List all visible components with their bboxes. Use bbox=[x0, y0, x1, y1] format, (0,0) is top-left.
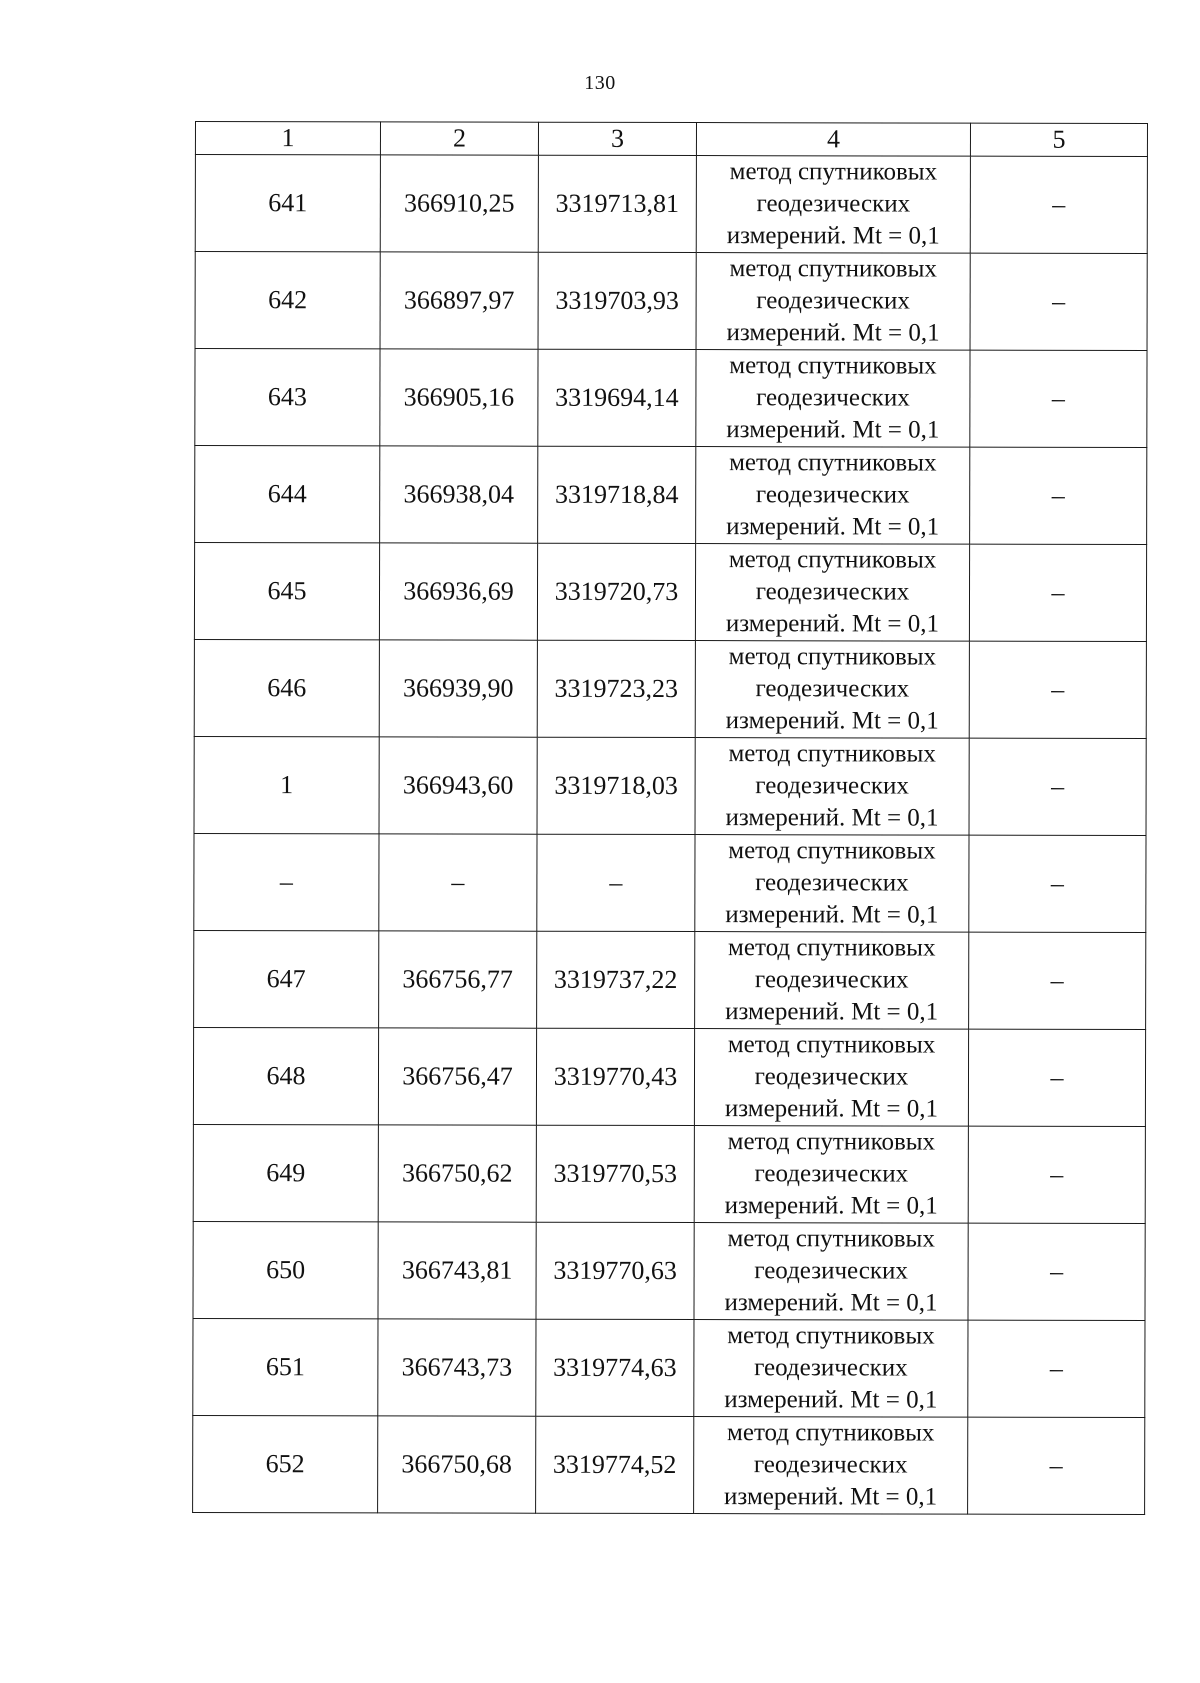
method-line: геодезических bbox=[756, 287, 910, 315]
cell-point-number: 641 bbox=[195, 155, 380, 252]
cell-point-number: 648 bbox=[193, 1027, 378, 1124]
method-line: метод спутниковых bbox=[728, 837, 936, 865]
cell-x-coordinate: 366938,04 bbox=[380, 446, 538, 543]
method-line: геодезических bbox=[755, 869, 909, 897]
cell-y-coordinate: 3319720,73 bbox=[537, 543, 695, 640]
method-line: измерений. Mt = 0,1 bbox=[725, 900, 939, 929]
method-line: метод спутниковых bbox=[729, 449, 937, 477]
cell-point-number: 645 bbox=[194, 543, 379, 640]
method-line: измерений. Mt = 0,1 bbox=[725, 706, 939, 735]
method-line: измерений. Mt = 0,1 bbox=[724, 1482, 938, 1511]
table-row bbox=[193, 1221, 1145, 1320]
cell-x-coordinate: 366897,97 bbox=[380, 252, 538, 349]
cell-x-coordinate: 366743,81 bbox=[378, 1222, 536, 1319]
cell-point-number: 649 bbox=[193, 1124, 378, 1221]
cell-col5: – bbox=[968, 1029, 1145, 1126]
method-line: измерений. Mt = 0,1 bbox=[724, 1288, 938, 1317]
cell-col5: – bbox=[968, 1126, 1145, 1223]
method-line: метод спутниковых bbox=[727, 1419, 935, 1447]
method-line: геодезических bbox=[755, 578, 910, 606]
method-line: метод спутниковых bbox=[728, 740, 936, 768]
cell-method bbox=[696, 253, 970, 351]
cell-col5: – bbox=[970, 350, 1147, 447]
header-row bbox=[195, 122, 1147, 157]
method-line: метод спутниковых bbox=[729, 255, 937, 283]
method-line: метод спутниковых bbox=[728, 934, 936, 962]
cell-method bbox=[695, 835, 969, 933]
cell-col5: – bbox=[970, 253, 1147, 350]
cell-col5: – bbox=[968, 1223, 1145, 1320]
header-col-4: 4 bbox=[696, 123, 970, 157]
table-row bbox=[193, 1124, 1145, 1223]
method-line: геодезических bbox=[756, 384, 910, 412]
cell-point-number: 647 bbox=[194, 930, 379, 1027]
cell-y-coordinate: 3319770,43 bbox=[536, 1028, 694, 1125]
method-line: измерений. Mt = 0,1 bbox=[725, 609, 940, 638]
method-line: метод спутниковых bbox=[727, 1322, 935, 1350]
method-line: геодезических bbox=[754, 1257, 908, 1285]
cell-x-coordinate: 366756,47 bbox=[378, 1028, 536, 1125]
cell-point-number: 646 bbox=[194, 639, 379, 736]
cell-x-coordinate: 366943,60 bbox=[379, 737, 537, 834]
coordinates-table bbox=[192, 121, 1148, 1515]
cell-method bbox=[695, 738, 969, 836]
cell-y-coordinate: 3319770,53 bbox=[536, 1125, 694, 1222]
cell-x-coordinate: 366743,73 bbox=[378, 1319, 536, 1416]
table-row bbox=[195, 252, 1147, 351]
cell-col5: – bbox=[969, 835, 1146, 932]
cell-x-coordinate: 366939,90 bbox=[379, 640, 537, 737]
method-line: геодезических bbox=[755, 481, 910, 509]
cell-point-number: 650 bbox=[193, 1221, 378, 1318]
method-line: геодезических bbox=[755, 675, 910, 703]
cell-y-coordinate: – bbox=[537, 834, 695, 931]
cell-y-coordinate: 3319703,93 bbox=[538, 252, 696, 349]
table-row bbox=[193, 1027, 1145, 1126]
method-line: метод спутниковых bbox=[728, 546, 937, 574]
cell-point-number: 652 bbox=[193, 1415, 378, 1512]
cell-col5: – bbox=[969, 932, 1146, 1029]
cell-y-coordinate: 3319713,81 bbox=[538, 155, 696, 252]
cell-x-coordinate: – bbox=[379, 834, 537, 931]
header-col-5: 5 bbox=[970, 123, 1147, 156]
method-line: измерений. Mt = 0,1 bbox=[725, 803, 939, 832]
cell-method bbox=[695, 641, 969, 739]
cell-col5: – bbox=[970, 447, 1147, 544]
header-col-2: 2 bbox=[380, 122, 538, 155]
table-row bbox=[195, 446, 1147, 545]
method-line: измерений. Mt = 0,1 bbox=[726, 512, 940, 541]
cell-y-coordinate: 3319718,84 bbox=[538, 446, 696, 543]
cell-y-coordinate: 3319774,63 bbox=[536, 1319, 694, 1416]
cell-method bbox=[696, 156, 970, 254]
table-row bbox=[193, 1318, 1145, 1417]
cell-y-coordinate: 3319770,63 bbox=[536, 1222, 694, 1319]
cell-col5: – bbox=[970, 156, 1147, 253]
cell-point-number: – bbox=[194, 833, 379, 930]
cell-point-number: 1 bbox=[194, 736, 379, 833]
method-line: измерений. Mt = 0,1 bbox=[724, 1191, 938, 1220]
header-col-1: 1 bbox=[195, 122, 380, 155]
method-line: измерений. Mt = 0,1 bbox=[724, 1094, 938, 1123]
cell-y-coordinate: 3319694,14 bbox=[538, 349, 696, 446]
table-row bbox=[193, 1415, 1145, 1514]
method-line: измерений. Mt = 0,1 bbox=[726, 221, 940, 250]
method-line: геодезических bbox=[754, 1160, 909, 1188]
cell-method bbox=[694, 1223, 968, 1321]
method-line: метод спутниковых bbox=[728, 643, 937, 671]
cell-col5: – bbox=[969, 544, 1146, 641]
cell-col5: – bbox=[969, 738, 1146, 835]
table-row bbox=[194, 543, 1146, 642]
cell-x-coordinate: 366936,69 bbox=[379, 543, 537, 640]
method-line: измерений. Mt = 0,1 bbox=[725, 997, 939, 1026]
cell-y-coordinate: 3319718,03 bbox=[537, 737, 695, 834]
cell-method bbox=[696, 447, 970, 545]
cell-point-number: 642 bbox=[195, 252, 380, 349]
method-line: геодезических bbox=[753, 1451, 908, 1479]
page-number: 130 bbox=[584, 72, 616, 94]
cell-y-coordinate: 3319737,22 bbox=[537, 931, 695, 1028]
method-line: геодезических bbox=[754, 966, 909, 994]
cell-method bbox=[696, 350, 970, 448]
method-line: геодезических bbox=[754, 1063, 909, 1091]
cell-x-coordinate: 366756,77 bbox=[379, 931, 537, 1028]
method-line: метод спутниковых bbox=[729, 158, 938, 186]
cell-point-number: 644 bbox=[195, 446, 380, 543]
cell-x-coordinate: 366750,68 bbox=[378, 1416, 536, 1513]
method-line: измерений. Mt = 0,1 bbox=[726, 415, 940, 444]
method-line: метод спутниковых bbox=[727, 1128, 936, 1156]
table-row bbox=[194, 930, 1146, 1029]
table-row bbox=[194, 639, 1146, 738]
method-line: измерений. Mt = 0,1 bbox=[724, 1385, 938, 1414]
cell-col5: – bbox=[968, 1320, 1145, 1417]
method-line: метод спутниковых bbox=[727, 1225, 935, 1253]
cell-method bbox=[695, 544, 969, 642]
table-row bbox=[195, 155, 1147, 254]
table-row bbox=[194, 833, 1146, 932]
method-line: геодезических bbox=[755, 772, 909, 800]
cell-method bbox=[695, 932, 969, 1030]
table-header bbox=[195, 122, 1147, 157]
table-row bbox=[194, 736, 1146, 835]
cell-y-coordinate: 3319723,23 bbox=[537, 640, 695, 737]
cell-col5: – bbox=[968, 1417, 1145, 1514]
cell-method bbox=[694, 1126, 968, 1224]
cell-point-number: 643 bbox=[195, 349, 380, 446]
method-line: метод спутниковых bbox=[729, 352, 937, 380]
cell-y-coordinate: 3319774,52 bbox=[536, 1416, 694, 1513]
method-line: геодезических bbox=[756, 190, 911, 218]
cell-point-number: 651 bbox=[193, 1318, 378, 1415]
table-body bbox=[193, 155, 1148, 1515]
cell-x-coordinate: 366910,25 bbox=[380, 155, 538, 252]
method-line: геодезических bbox=[754, 1354, 908, 1382]
cell-method bbox=[694, 1417, 968, 1515]
table-row bbox=[195, 349, 1147, 448]
method-line: измерений. Mt = 0,1 bbox=[726, 318, 940, 347]
cell-method bbox=[694, 1320, 968, 1418]
cell-x-coordinate: 366905,16 bbox=[380, 349, 538, 446]
cell-method bbox=[694, 1029, 968, 1127]
cell-x-coordinate: 366750,62 bbox=[378, 1125, 536, 1222]
method-line: метод спутниковых bbox=[727, 1031, 936, 1059]
header-col-3: 3 bbox=[538, 122, 696, 155]
cell-col5: – bbox=[969, 641, 1146, 738]
